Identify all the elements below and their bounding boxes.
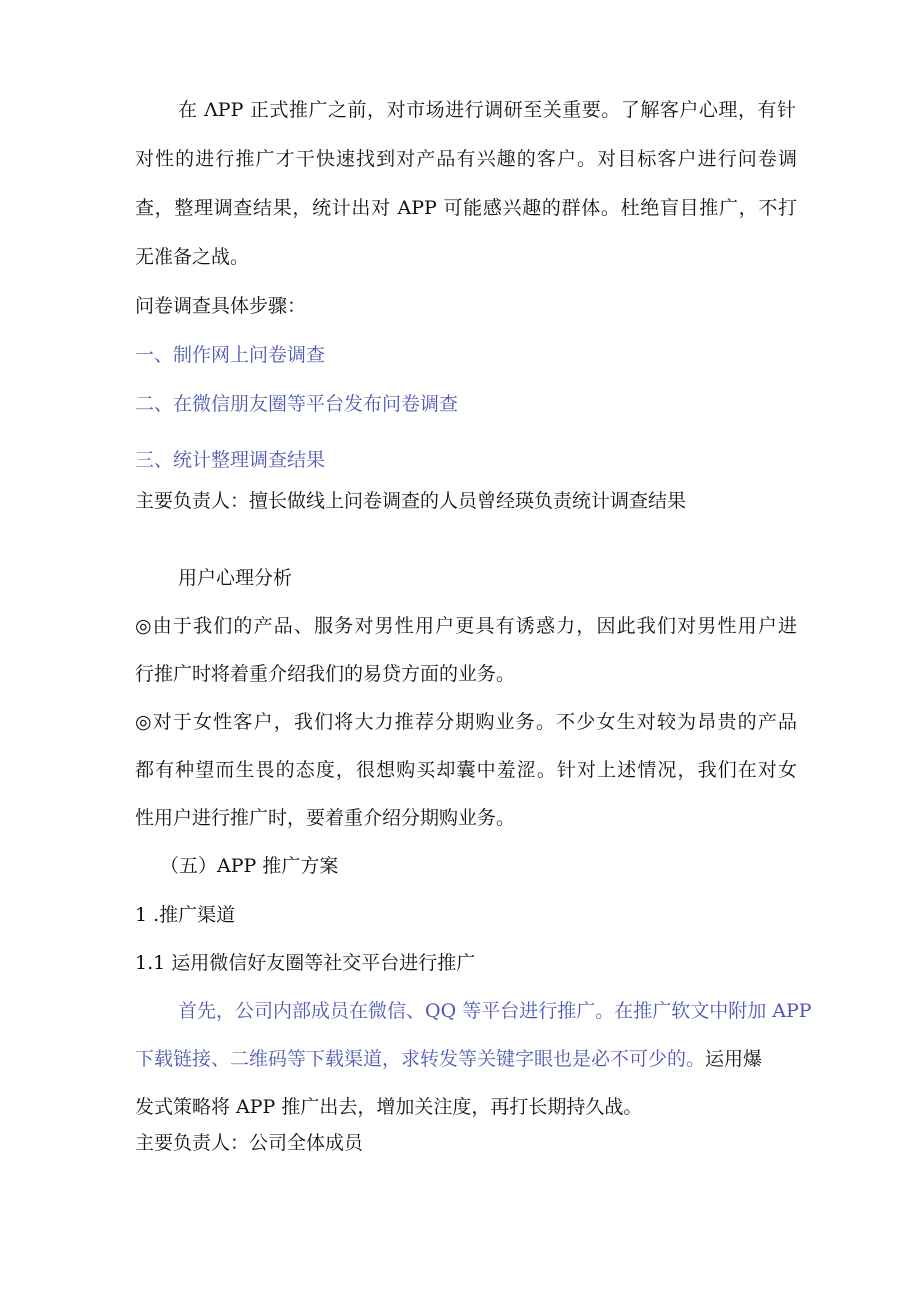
plan-heading: （五）APP 推广方案: [160, 855, 339, 877]
psychology-p2-line-2: 都有种望而生畏的态度，很想购买却囊中羞涩。针对上述情况，我们在对女: [135, 759, 797, 781]
psychology-p2-line-1: ◎对于女性客户，我们将大力推荐分期购业务。不少女生对较为昂贵的产品: [135, 711, 797, 733]
intro-line-3: 查，整理调查结果，统计出对 APP 可能感兴趣的群体。杜绝盲目推广，不打: [135, 197, 797, 219]
plan-body-line-2-highlight: 下载链接、二维码等下载渠道，求转发等关键字眼也是必不可少的。: [135, 1048, 706, 1070]
psychology-p1-line-1: ◎由于我们的产品、服务对男性用户更具有诱惑力，因此我们对男性用户进: [135, 615, 797, 637]
survey-owner: 主要负责人：擅长做线上问卷调查的人员曾经瑛负责统计调查结果: [135, 490, 687, 512]
survey-step-1: 一、制作网上问卷调查: [135, 344, 326, 366]
intro-line-1: 在 ΛPP 正式推广之前，对市场进行调研至关重要。了解客户心理，有针: [178, 99, 796, 121]
psychology-p2-line-3: 性用户进行推广时，要着重介绍分期购业务。: [135, 807, 516, 829]
survey-step-2: 二、在微信朋友圈等平台发布问卷调查: [135, 393, 459, 415]
plan-sub-1-1: 1.1 运用微信好友圈等社交平台进行推广: [135, 952, 476, 974]
plan-body-line-3: 发式策略将 APP 推广出去，增加关注度，再打长期持久战。: [135, 1096, 643, 1118]
intro-line-2: 对性的进行推广才干快速找到对产品有兴趣的客户。对目标客户进行问卷调: [135, 148, 797, 170]
plan-owner: 主要负责人：公司全体成员: [135, 1132, 364, 1154]
psychology-heading: 用户心理分析: [178, 567, 293, 589]
plan-sub-1: 1 .推广渠道: [135, 904, 236, 926]
survey-heading: 问卷调查具体步骤：: [135, 295, 307, 317]
plan-body-line-1: 首先，公司内部成员在微信、QQ 等平台进行推广。在推广软文中附加 APP: [178, 1000, 812, 1022]
plan-body-line-2-tail: 运用爆: [705, 1048, 763, 1070]
psychology-p1-line-2: 行推广时将着重介绍我们的易贷方面的业务。: [135, 663, 516, 685]
intro-line-4: 无准备之战。: [135, 246, 250, 268]
plan-body-line-2: [135, 1047, 762, 1071]
survey-step-3: 三、统计整理调查结果: [135, 449, 326, 471]
